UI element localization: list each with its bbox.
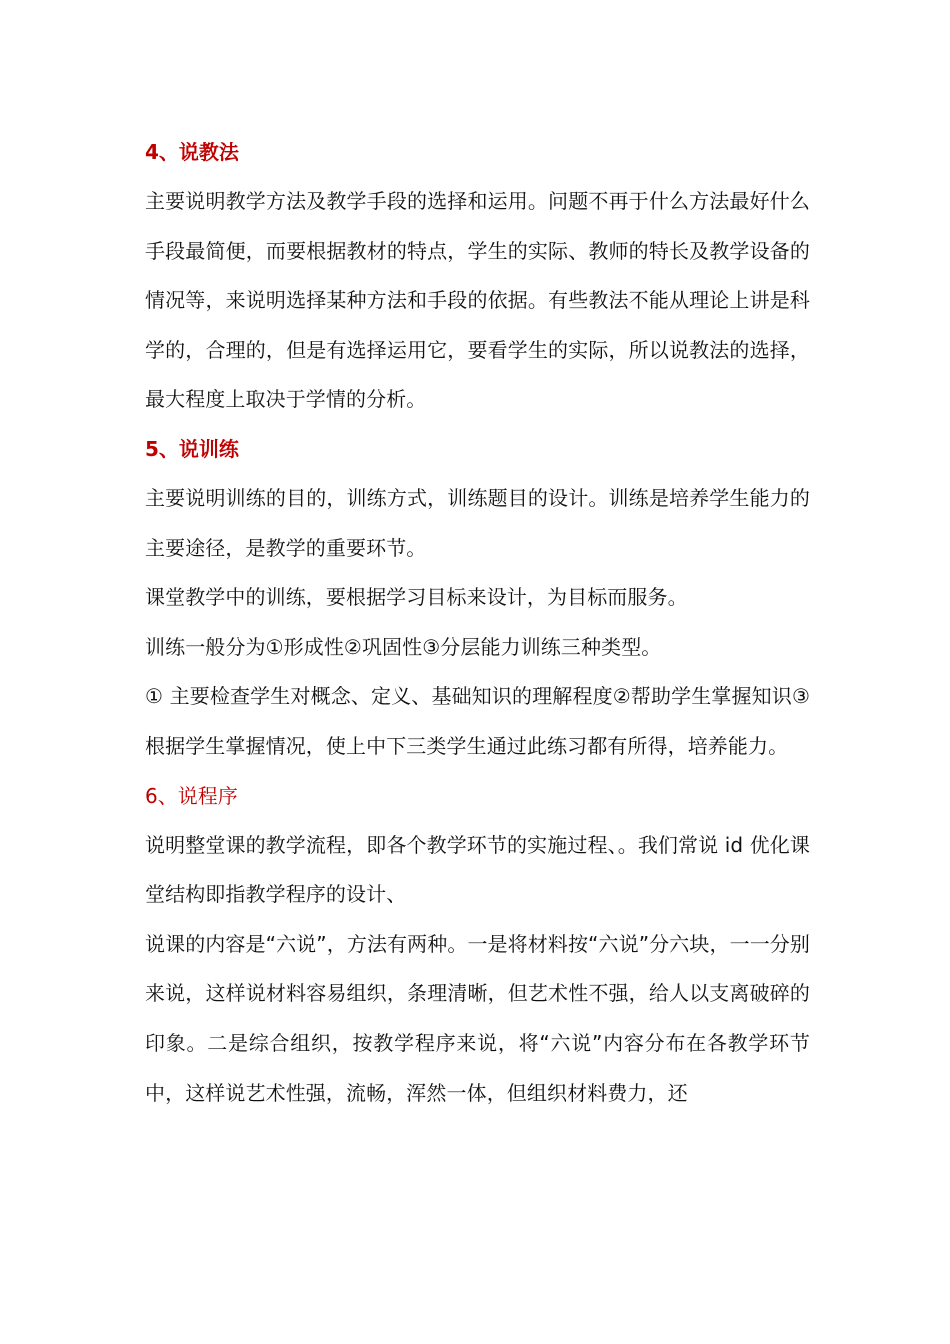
paragraph-six-talks: 说课的内容是“六说”，方法有两种。一是将材料按“六说”分六块，一一分别来说，这样说材料容易组织，条理清晰，但艺术性不强，给人以支离破碎的印象。二是综合组织，按教学程序来说，将“六说”内容分布在各教学环节中，这样说艺术性强，流畅，浑然一体，但组织材料费力，还 bbox=[145, 931, 810, 1105]
section-heading-procedure: 6、说程序 bbox=[145, 783, 238, 808]
paragraph-training-purpose: 主要说明训练的目的，训练方式，训练题目的设计。训练是培养学生能力的主要途径，是教学的重要环节。 bbox=[145, 485, 810, 560]
paragraph-procedure: 说明整堂课的教学流程，即各个教学环节的实施过程、。我们常说 id 优化课堂结构即指教学程序的设计、 bbox=[145, 832, 810, 907]
paragraph-teaching-method: 主要说明教学方法及教学手段的选择和运用。问题不再于什么方法最好什么手段最简便，而要根据教材的特点，学生的实际、教师的特长及教学设备的情况等，来说明选择某种方法和手段的依据。有些教法不能从理论上讲是科学的，合理的，但是有选择运用它，要看学生的实际，所以说教法的选择，最大程度上取决于学情的分析。 bbox=[145, 189, 810, 412]
paragraph-training-design: 课堂教学中的训练，要根据学习目标来设计，为目标而服务。 bbox=[145, 585, 688, 610]
document-content bbox=[145, 128, 810, 1118]
section-heading-training: 5、说训练 bbox=[145, 436, 239, 461]
section-heading-teaching-method: 4、说教法 bbox=[145, 140, 239, 164]
paragraph-training-types: 训练一般分为①形成性②巩固性③分层能力训练三种类型。 bbox=[145, 634, 662, 659]
paragraph-training-details: ① 主要检查学生对概念、定义、基础知识的理解程度②帮助学生掌握知识③根据学生掌握情况，使上中下三类学生通过此练习都有所得，培养能力。 bbox=[145, 684, 810, 758]
